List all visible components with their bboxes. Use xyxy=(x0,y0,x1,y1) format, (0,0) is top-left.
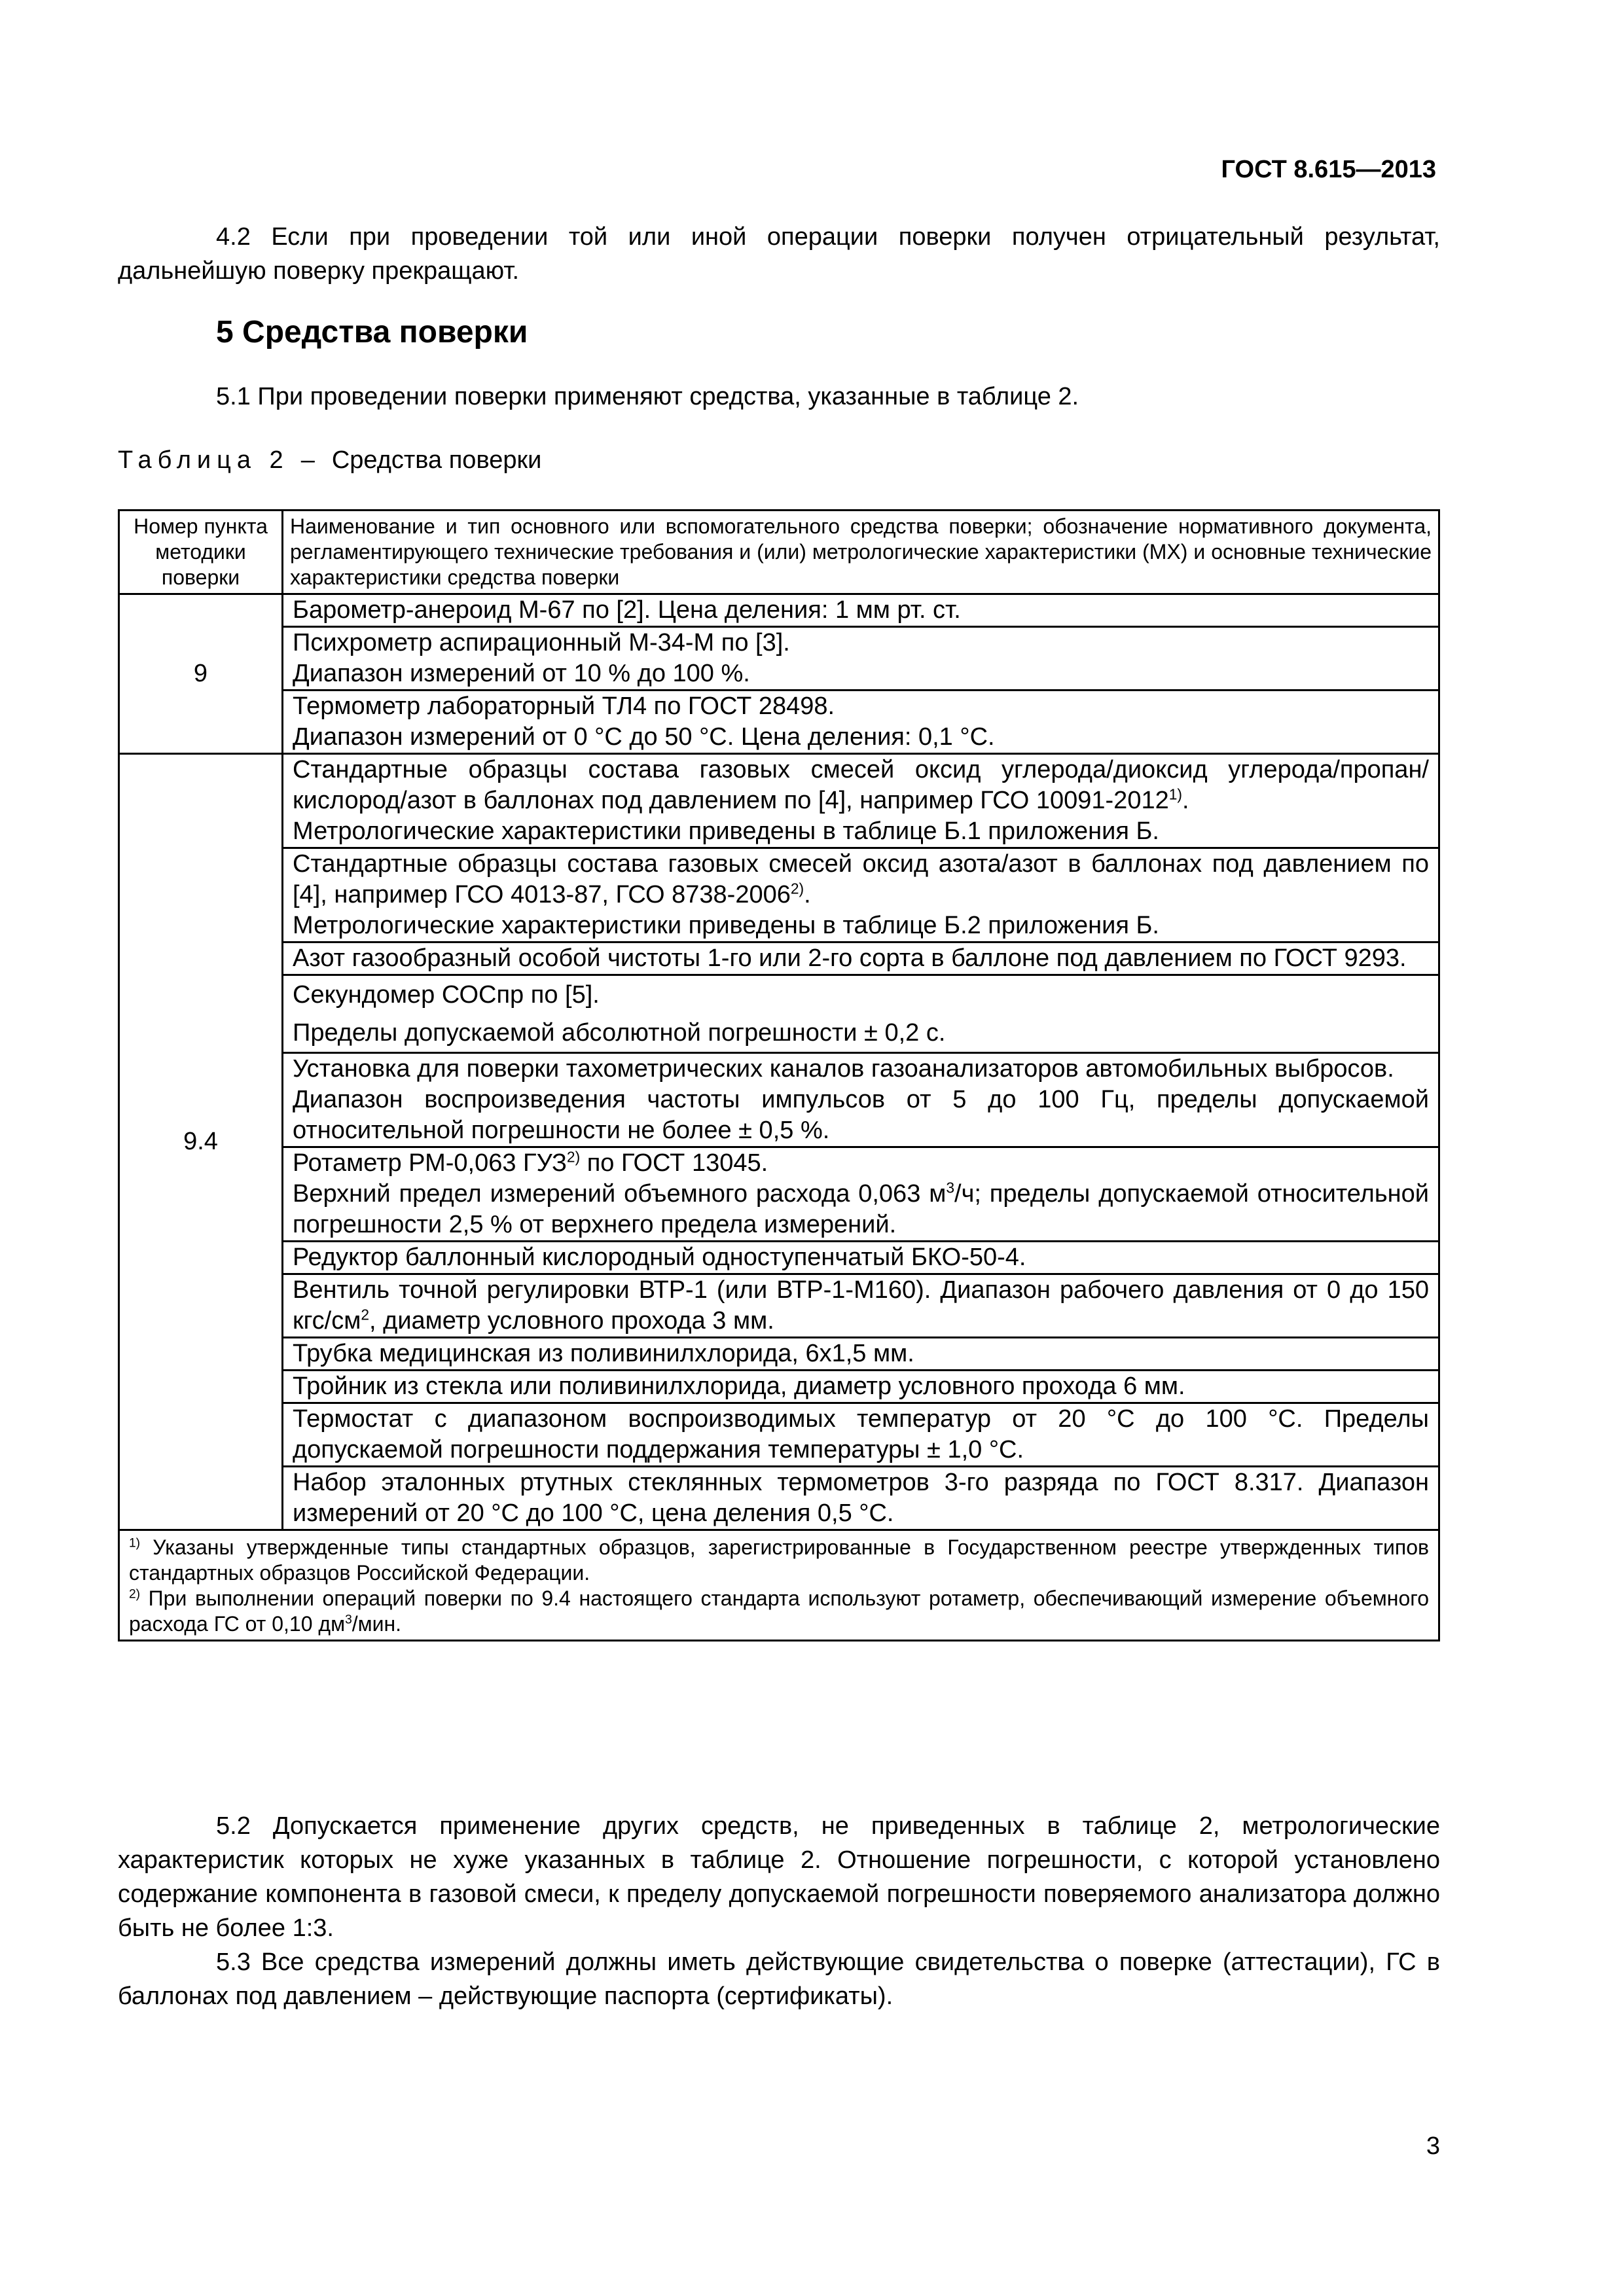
table-row xyxy=(119,1242,1439,1274)
cell-line: Метрологические характеристики приведены в таблице Б.1 приложения Б. xyxy=(293,817,1159,845)
table-header-row xyxy=(119,511,1439,594)
table-cell-stopwatch xyxy=(283,975,1439,1053)
paragraph-4-2-line2: дальнейшую поверку прекращают. xyxy=(118,257,520,285)
table-row xyxy=(119,1147,1439,1242)
cell-line: Термометр лабораторный ТЛ4 по ГОСТ 28498. xyxy=(293,692,835,720)
cell-line: Метрологические характеристики приведены в таблице Б.2 приложения Б. xyxy=(293,912,1159,939)
table-row xyxy=(119,627,1439,691)
table-cell-nitrogen: Азот газообразный особой чистоты 1-го или 2-го сорта в баллоне под давлением по ГОСТ 9293. xyxy=(283,942,1439,975)
footnote-ref: 2) xyxy=(790,880,804,897)
table-row xyxy=(119,848,1439,942)
table-row xyxy=(119,1403,1439,1467)
table-cell-thermostat: Термостат с диапазоном воспроизводимых температур от 20 °С до 100 °С. Пределы допускаемой погрешности поддержания температуры ± 1,0 °С. xyxy=(283,1403,1439,1467)
table-cell-gas-standards-co xyxy=(283,754,1439,848)
cell-text: Вентиль точной регулировки ВТР-1 (или ВТР-1-М160). Диапазон рабочего давления от 0 до 150 кгс/см xyxy=(293,1276,1429,1335)
superscript: 3 xyxy=(946,1179,955,1196)
footnote-mark: 1) xyxy=(129,1536,141,1551)
table-row xyxy=(119,594,1439,627)
table-row xyxy=(119,1274,1439,1338)
table-cell-tee: Тройник из стекла или поливинилхлорида, диаметр условного прохода 6 мм. xyxy=(283,1371,1439,1403)
table-row xyxy=(119,975,1439,1053)
table-cell-reducer: Редуктор баллонный кислородный одноступенчатый БКО-50-4. xyxy=(283,1242,1439,1274)
cell-text: , диаметр условного прохода 3 мм. xyxy=(369,1307,774,1335)
footnote-text: /мин. xyxy=(352,1612,402,1636)
table-cell-rotameter xyxy=(283,1147,1439,1242)
cell-text: Стандартные образцы состава газовых смесей оксид азота/азот в баллонах под давлением по [4], например ГСО 4013-87, ГСО 8738-2006 xyxy=(293,850,1429,908)
table-row xyxy=(119,1467,1439,1530)
cell-line xyxy=(293,849,1429,910)
table-cell-psychrometer xyxy=(283,627,1439,691)
cell-line xyxy=(293,755,1429,816)
table-row xyxy=(119,754,1439,848)
footnote-text: При выполнении операций поверки по 9.4 настоящего стандарта используют ротаметр, обеспечивающий измерение объемного расхода ГС от 0,10 дм xyxy=(129,1587,1429,1636)
table-row xyxy=(119,1338,1439,1371)
section-title: 5 Средства поверки xyxy=(216,315,528,350)
document-code: ГОСТ 8.615—2013 xyxy=(1221,156,1436,183)
footnote-text: Указаны утвержденные типы стандартных образцов, зарегистрированные в Государственном реестре утвержденных типов стандартных образцов Российской Федерации. xyxy=(129,1535,1429,1585)
table-cell-gas-standards-no xyxy=(283,848,1439,942)
table-row xyxy=(119,1371,1439,1403)
table-row xyxy=(119,691,1439,754)
table-caption-dash: – xyxy=(300,446,315,474)
paragraph-5-3: 5.3 Все средства измерений должны иметь действующие свидетельства о поверке (аттестации), ГС в баллонах под давлением – действующие паспорта (сертификаты). xyxy=(118,1948,1440,2010)
table-caption-label: Таблица 2 xyxy=(118,446,289,474)
cell-line: Пределы допускаемой абсолютной погрешности ± 0,2 с. xyxy=(293,1019,946,1047)
cell-text: по ГОСТ 13045. xyxy=(580,1149,768,1177)
paragraph-4-2-line1: 4.2 Если при проведении той или иной операции поверки получен отрицательный результат, xyxy=(216,223,1440,251)
header-col-number: Номер пункта методики поверки xyxy=(119,511,283,594)
table-footnotes xyxy=(119,1530,1439,1641)
cell-line: Секундомер СОСпр по [5]. xyxy=(293,981,600,1009)
table-cell-tube: Трубка медицинская из поливинилхлорида, 6х1,5 мм. xyxy=(283,1338,1439,1371)
header-col-description: Наименование и тип основного или вспомогательного средства поверки; обозначение нормативного документа, регламентирующего технические требования и (или) метрологические характеристики (МХ) и основные технические характеристики средства поверки xyxy=(283,511,1439,594)
footnote-1 xyxy=(129,1535,1429,1586)
footnote-mark: 2) xyxy=(129,1587,141,1602)
footnote-2 xyxy=(129,1586,1429,1637)
cell-line: Психрометр аспирационный М-34-М по [3]. xyxy=(293,629,790,656)
table-row xyxy=(119,1053,1439,1147)
table-cell-thermometer xyxy=(283,691,1439,754)
table-caption-title: Средства поверки xyxy=(331,446,542,474)
cell-line xyxy=(293,1179,1429,1240)
paragraph-4-2 xyxy=(118,220,1440,288)
item-number-9-4: 9.4 xyxy=(119,754,283,1530)
cell-text: . xyxy=(804,881,811,908)
item-number-9: 9 xyxy=(119,594,283,754)
superscript: 3 xyxy=(345,1613,352,1627)
table-cell-barometer: Барометр-анероид М-67 по [2]. Цена деления: 1 мм рт. ст. xyxy=(283,594,1439,627)
cell-text: . xyxy=(1182,787,1189,814)
cell-line: Диапазон воспроизведения частоты импульсов от 5 до 100 Гц, пределы допускаемой относительной погрешности не более ± 0,5 %. xyxy=(293,1086,1429,1144)
page-number: 3 xyxy=(1426,2132,1440,2160)
cell-line: Диапазон измерений от 0 °С до 50 °С. Цена деления: 0,1 °С. xyxy=(293,723,995,751)
cell-text: Ротаметр РМ-0,063 ГУЗ xyxy=(293,1149,567,1177)
table-caption xyxy=(118,446,541,475)
cell-text: Верхний предел измерений объемного расхода 0,063 м xyxy=(293,1180,947,1208)
cell-line xyxy=(293,1148,1429,1179)
cell-text: /ч; пределы допускаемой относительной погрешности 2,5 % от верхнего предела измерений. xyxy=(293,1180,1429,1238)
footnote-ref: 1) xyxy=(1168,785,1183,803)
paragraph-5-2: 5.2 Допускается применение других средств, не приведенных в таблице 2, метрологические характеристик которых не хуже указанных в таблице 2. Отношение погрешности, с которой установлено содержание компонента в газовой смеси, к пределу допускаемой погрешности поверяемого анализатора должно быть не более 1:3. xyxy=(118,1812,1440,1942)
table-cell-valve xyxy=(283,1274,1439,1338)
footnote-ref: 2) xyxy=(566,1148,581,1166)
table-row xyxy=(119,942,1439,975)
table-cell-thermometer-set: Набор эталонных ртутных стеклянных термометров 3-го разряда по ГОСТ 8.317. Диапазон измерений от 20 °С до 100 °С, цена деления 0,5 °С. xyxy=(283,1467,1439,1530)
cell-line: Диапазон измерений от 10 % до 100 %. xyxy=(293,660,750,687)
table-cell-tachometer-rig xyxy=(283,1053,1439,1147)
superscript: 2 xyxy=(361,1306,370,1323)
table-2 xyxy=(118,509,1440,1641)
table-footnotes-row xyxy=(119,1530,1439,1641)
cell-line: Установка для поверки тахометрических каналов газоанализаторов автомобильных выбросов. xyxy=(293,1055,1394,1083)
paragraph-5-1: 5.1 При проведении поверки применяют средства, указанные в таблице 2. xyxy=(216,383,1079,410)
cell-text: Стандартные образцы состава газовых смесей оксид углерода/диоксид углерода/пропан/кислород/азот в баллонах под давлением по [4], например ГСО 10091-2012 xyxy=(293,756,1429,814)
